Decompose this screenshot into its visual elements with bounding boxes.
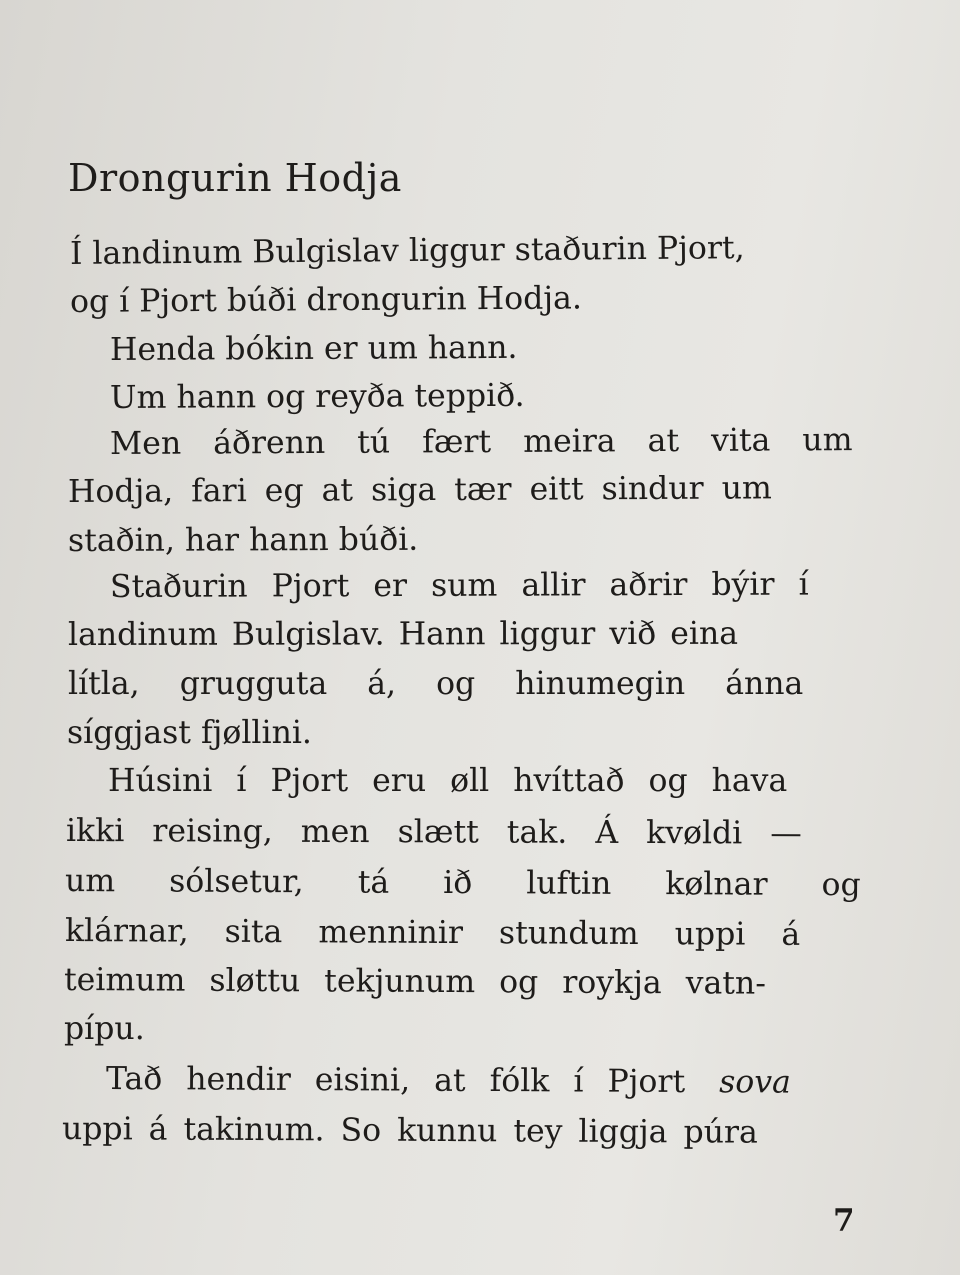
text-line [70,229,826,272]
text-line: lítla, grugguta á, og hinumegin ánna [68,666,804,702]
text-line: staðin, har hann búði. [67,521,419,559]
text-line: síggjast fjøllini. [67,715,312,751]
text-line: klárnar, sita menninir stundum uppi á [64,913,801,953]
text-line: Um hann og reyða teppið. [109,377,525,416]
text-line: og í Pjort búði drongurin Hodja. [69,280,583,320]
text-line: teimum sløttu tekjunum og roykja vatn- [63,962,767,1002]
text-line: Henda bókin er um hann. [109,329,518,368]
text-line: landinum Bulgislav. Hann liggur við eina [67,615,739,653]
text-line: pípu. [64,1011,145,1047]
text-line: Húsini í Pjort eru øll hvíttað og hava [108,763,788,799]
text-line: Hodja, fari eg at siga tær eitt sindur um [67,470,772,510]
text-line: Men áðrenn tú fært meira at vita um [109,422,853,462]
text-line [106,1061,791,1101]
text-line: ikki reising, men slætt tak. Á kvøldi — [65,813,802,852]
italic-word: sova [719,1064,791,1101]
text-line: um sólsetur, tá ið luftin kølnar og [64,863,861,904]
text-line-content: Í landinum Bulgislav liggur staðurin Pjort, [69,230,745,272]
chapter-title: Drongurin Hodja [68,156,402,200]
text-line: uppi á takinum. So kunnu tey liggja púra [61,1111,758,1151]
text-line: Staðurin Pjort er sum allir aðrir býir í [109,566,809,605]
page-number: 7 [833,1203,855,1239]
text-line-content: Tað hendir eisini, at fólk í Pjort [105,1061,686,1101]
